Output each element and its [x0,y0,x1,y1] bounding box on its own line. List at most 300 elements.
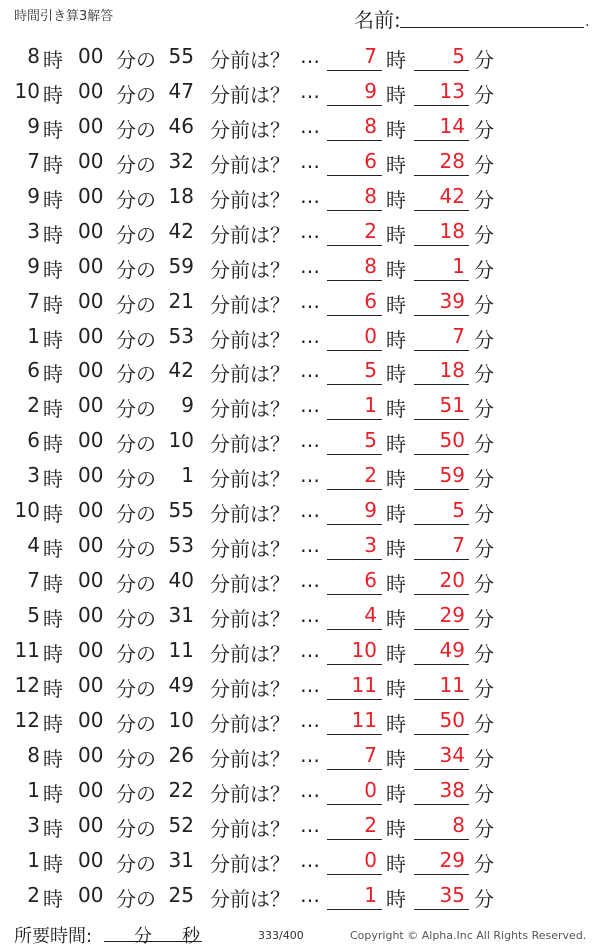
name-label: 名前: [354,8,401,32]
zero-minutes: 00 [78,882,104,907]
answer-minute: 49 [439,637,465,662]
worksheet-title: 時間引き算3解答 [14,9,114,24]
problem-row [0,249,600,284]
hour-label: 時 [43,257,63,282]
zero-minutes: 00 [78,113,104,138]
hour-label: 時 [43,746,63,771]
answer-minute-label: 分 [474,257,494,282]
ellipsis: … [300,672,320,697]
answer-hour: 2 [364,463,377,488]
answer-minute: 34 [439,742,465,767]
answer-minute: 18 [439,358,465,383]
answer-minute-line[interactable] [414,210,469,211]
answer-hour-line[interactable] [327,105,382,106]
minutes-before-question: 分前は？ [210,397,290,422]
answer-hour-line[interactable] [327,559,382,560]
answer-hour-line[interactable] [327,140,382,141]
problem-row [0,74,600,109]
answer-minute-line[interactable] [414,594,469,595]
answer-hour-line[interactable] [327,804,382,805]
minutes-before-question: 分前は？ [210,117,290,142]
answer-minute-label: 分 [474,781,494,806]
answer-minute-line[interactable] [414,350,469,351]
problem-row [0,808,600,843]
ellipsis: … [300,568,320,593]
answer-minute-line[interactable] [414,909,469,910]
answer-minute: 38 [439,777,465,802]
problem-row [0,878,600,913]
hour-label: 時 [43,886,63,911]
minutes-before: 47 [168,78,194,103]
answer-minute: 39 [439,288,465,313]
elapsed-minutes-unit: 分 [134,926,152,947]
name-field-line[interactable] [400,27,584,28]
zero-minutes: 00 [78,428,104,453]
ellipsis: … [300,498,320,523]
minutes-before-question: 分前は？ [210,187,290,212]
answer-minute: 28 [439,148,465,173]
answer-hour: 6 [364,148,377,173]
answer-minute: 35 [439,882,465,907]
hour-label: 時 [43,362,63,387]
answer-minute-label: 分 [474,502,494,527]
zero-minutes: 00 [78,463,104,488]
start-hour: 9 [27,253,40,278]
minutes-before: 18 [168,183,194,208]
zero-minutes: 00 [78,533,104,558]
ellipsis: … [300,393,320,418]
hour-label: 時 [43,502,63,527]
answer-hour: 8 [364,183,377,208]
ellipsis: … [300,847,320,872]
zero-minutes: 00 [78,288,104,313]
minutes-of-label: 分の [116,467,156,492]
answer-minute-line[interactable] [414,699,469,700]
answer-hour-line[interactable] [327,210,382,211]
answer-minute: 1 [452,253,465,278]
answer-minute-label: 分 [474,222,494,247]
answer-hour-line[interactable] [327,594,382,595]
minutes-before: 55 [168,498,194,523]
ellipsis: … [300,78,320,103]
answer-minute-line[interactable] [414,280,469,281]
problem-row [0,633,600,668]
answer-minute: 7 [452,323,465,348]
answer-hour-line[interactable] [327,245,382,246]
answer-hour-line[interactable] [327,874,382,875]
hour-label: 時 [43,82,63,107]
elapsed-seconds-unit: 秒 [182,926,200,947]
problem-row [0,144,600,179]
answer-hour-line[interactable] [327,315,382,316]
answer-minute-line[interactable] [414,70,469,71]
minutes-before: 46 [168,113,194,138]
hour-label: 時 [43,641,63,666]
minutes-of-label: 分の [116,572,156,597]
minutes-before-question: 分前は？ [210,641,290,666]
zero-minutes: 00 [78,253,104,278]
answer-hour: 6 [364,288,377,313]
answer-minute: 8 [452,812,465,837]
start-hour: 10 [14,78,40,103]
minutes-of-label: 分の [116,711,156,736]
answer-hour-label: 時 [386,327,406,352]
answer-minute-line[interactable] [414,664,469,665]
hour-label: 時 [43,781,63,806]
minutes-before: 31 [168,603,194,627]
answer-hour-line[interactable] [327,769,382,770]
problem-row [0,458,600,493]
minutes-before-question: 分前は？ [210,222,290,247]
start-hour: 6 [27,428,40,453]
hour-label: 時 [43,292,63,317]
minutes-before: 53 [168,533,194,558]
ellipsis: … [300,637,320,662]
answer-hour-line[interactable] [327,489,382,490]
problem-row [0,528,600,563]
start-hour: 8 [27,44,40,68]
ellipsis: … [300,218,320,243]
answer-minute-label: 分 [474,152,494,177]
ellipsis: … [300,603,320,627]
answer-hour-line[interactable] [327,909,382,910]
answer-hour-label: 時 [386,257,406,282]
answer-hour: 0 [364,777,377,802]
problem-list [0,39,600,912]
minutes-before-question: 分前は？ [210,711,290,736]
problem-row [0,563,600,598]
answer-minute: 5 [452,498,465,523]
zero-minutes: 00 [78,148,104,173]
minutes-of-label: 分の [116,502,156,527]
zero-minutes: 00 [78,637,104,662]
hour-label: 時 [43,816,63,841]
hour-label: 時 [43,537,63,562]
start-hour: 7 [27,148,40,173]
minutes-of-label: 分の [116,222,156,247]
answer-hour: 9 [364,498,377,523]
copyright: Copyright © Alpha.Inc All Rights Reserved. [350,929,587,942]
answer-minute: 29 [439,603,465,627]
answer-minute-line[interactable] [414,839,469,840]
answer-hour: 0 [364,323,377,348]
start-hour: 12 [14,707,40,732]
ellipsis: … [300,742,320,767]
minutes-before-question: 分前は？ [210,502,290,527]
zero-minutes: 00 [78,742,104,767]
elapsed-time-label: 所要時間: [14,926,93,947]
answer-minute-label: 分 [474,607,494,631]
answer-hour-label: 時 [386,537,406,562]
name-end-dot: . [585,14,590,30]
answer-minute-label: 分 [474,82,494,107]
problem-row [0,284,600,319]
minutes-before-question: 分前は？ [210,607,290,631]
minutes-of-label: 分の [116,851,156,876]
ellipsis: … [300,533,320,558]
answer-hour-label: 時 [386,117,406,142]
answer-minute-label: 分 [474,572,494,597]
answer-minute-line[interactable] [414,454,469,455]
answer-hour-label: 時 [386,222,406,247]
answer-minute: 14 [439,113,465,138]
start-hour: 7 [27,288,40,313]
ellipsis: … [300,812,320,837]
start-hour: 12 [14,672,40,697]
problem-row [0,39,600,74]
answer-hour: 3 [364,533,377,558]
ellipsis: … [300,288,320,313]
problem-row [0,843,600,878]
minutes-of-label: 分の [116,117,156,142]
minutes-before: 1 [181,463,194,488]
answer-minute: 50 [439,428,465,453]
answer-minute-label: 分 [474,432,494,457]
answer-minute-line[interactable] [414,384,469,385]
answer-minute-label: 分 [474,397,494,422]
answer-minute-label: 分 [474,117,494,142]
answer-minute-line[interactable] [414,769,469,770]
minutes-before: 11 [168,637,194,662]
hour-label: 時 [43,48,63,72]
answer-hour-label: 時 [386,48,406,72]
minutes-before-question: 分前は？ [210,152,290,177]
problem-row [0,598,600,633]
answer-hour-label: 時 [386,292,406,317]
minutes-before-question: 分前は？ [210,362,290,387]
ellipsis: … [300,707,320,732]
minutes-before: 32 [168,148,194,173]
answer-minute-line[interactable] [414,419,469,420]
hour-label: 時 [43,187,63,212]
answer-minute-label: 分 [474,641,494,666]
answer-hour-line[interactable] [327,280,382,281]
start-hour: 2 [27,882,40,907]
answer-minute-label: 分 [474,886,494,911]
minutes-before-question: 分前は？ [210,257,290,282]
answer-hour-line[interactable] [327,70,382,71]
hour-label: 時 [43,572,63,597]
minutes-before-question: 分前は？ [210,292,290,317]
answer-hour: 7 [364,742,377,767]
zero-minutes: 00 [78,358,104,383]
minutes-before: 53 [168,323,194,348]
minutes-of-label: 分の [116,362,156,387]
start-hour: 8 [27,742,40,767]
start-hour: 3 [27,218,40,243]
minutes-before: 25 [168,882,194,907]
minutes-before: 9 [181,393,194,418]
minutes-before-question: 分前は？ [210,851,290,876]
start-hour: 9 [27,183,40,208]
answer-hour-label: 時 [386,467,406,492]
answer-minute: 20 [439,568,465,593]
answer-hour: 9 [364,78,377,103]
answer-minute-label: 分 [474,537,494,562]
minutes-before-question: 分前は？ [210,781,290,806]
hour-label: 時 [43,467,63,492]
zero-minutes: 00 [78,78,104,103]
start-hour: 5 [27,603,40,627]
answer-minute-line[interactable] [414,175,469,176]
answer-minute-line[interactable] [414,524,469,525]
problem-row [0,493,600,528]
answer-hour: 0 [364,847,377,872]
answer-minute-label: 分 [474,711,494,736]
answer-minute-label: 分 [474,851,494,876]
hour-label: 時 [43,397,63,422]
minutes-before-question: 分前は？ [210,886,290,911]
answer-hour-line[interactable] [327,524,382,525]
answer-hour-line[interactable] [327,699,382,700]
minutes-of-label: 分の [116,292,156,317]
answer-hour: 1 [364,882,377,907]
answer-hour-label: 時 [386,82,406,107]
hour-label: 時 [43,432,63,457]
minutes-before-question: 分前は？ [210,467,290,492]
answer-hour: 2 [364,218,377,243]
answer-minute-line[interactable] [414,489,469,490]
ellipsis: … [300,323,320,348]
answer-minute-line[interactable] [414,734,469,735]
hour-label: 時 [43,117,63,142]
answer-minute-label: 分 [474,467,494,492]
minutes-before-question: 分前は？ [210,676,290,701]
answer-hour-label: 時 [386,362,406,387]
hour-label: 時 [43,327,63,352]
answer-hour-line[interactable] [327,175,382,176]
answer-hour: 4 [364,603,377,627]
answer-minute-line[interactable] [414,559,469,560]
hour-label: 時 [43,676,63,701]
minutes-before: 40 [168,568,194,593]
ellipsis: … [300,148,320,173]
answer-minute: 5 [452,44,465,68]
zero-minutes: 00 [78,218,104,243]
answer-hour-line[interactable] [327,734,382,735]
answer-hour-label: 時 [386,607,406,631]
zero-minutes: 00 [78,847,104,872]
problem-row [0,353,600,388]
zero-minutes: 00 [78,183,104,208]
hour-label: 時 [43,222,63,247]
answer-minute-label: 分 [474,327,494,352]
problem-row [0,423,600,458]
answer-minute-line[interactable] [414,315,469,316]
answer-hour-label: 時 [386,781,406,806]
answer-hour-label: 時 [386,432,406,457]
answer-hour-line[interactable] [327,384,382,385]
problem-row [0,388,600,423]
answer-hour: 6 [364,568,377,593]
answer-hour-line[interactable] [327,419,382,420]
answer-minute: 51 [439,393,465,418]
problem-row [0,773,600,808]
answer-minute: 7 [452,533,465,558]
minutes-before: 59 [168,253,194,278]
minutes-of-label: 分の [116,886,156,911]
start-hour: 7 [27,568,40,593]
minutes-before-question: 分前は？ [210,572,290,597]
page-number: 333/400 [258,929,304,942]
start-hour: 1 [27,777,40,802]
answer-hour: 10 [351,637,377,662]
ellipsis: … [300,358,320,383]
start-hour: 2 [27,393,40,418]
answer-minute-line[interactable] [414,874,469,875]
minutes-before: 49 [168,672,194,697]
answer-minute-label: 分 [474,676,494,701]
minutes-of-label: 分の [116,537,156,562]
ellipsis: … [300,777,320,802]
ellipsis: … [300,463,320,488]
ellipsis: … [300,882,320,907]
answer-hour: 5 [364,358,377,383]
ellipsis: … [300,428,320,453]
problem-row [0,738,600,773]
answer-hour-label: 時 [386,397,406,422]
minutes-of-label: 分の [116,187,156,212]
answer-minute: 59 [439,463,465,488]
minutes-before-question: 分前は？ [210,746,290,771]
answer-hour-line[interactable] [327,454,382,455]
answer-hour-label: 時 [386,676,406,701]
answer-minute: 50 [439,707,465,732]
minutes-of-label: 分の [116,257,156,282]
minutes-before-question: 分前は？ [210,48,290,72]
answer-hour-label: 時 [386,886,406,911]
answer-hour-line[interactable] [327,629,382,630]
minutes-before: 52 [168,812,194,837]
answer-minute-line[interactable] [414,105,469,106]
minutes-before-question: 分前は？ [210,82,290,107]
answer-hour: 8 [364,113,377,138]
answer-minute-line[interactable] [414,804,469,805]
ellipsis: … [300,44,320,68]
start-hour: 11 [14,637,40,662]
answer-hour-label: 時 [386,187,406,212]
answer-minute-line[interactable] [414,245,469,246]
answer-minute-line[interactable] [414,629,469,630]
minutes-of-label: 分の [116,152,156,177]
answer-hour: 5 [364,428,377,453]
minutes-before: 10 [168,707,194,732]
start-hour: 3 [27,463,40,488]
answer-hour-line[interactable] [327,664,382,665]
ellipsis: … [300,183,320,208]
minutes-of-label: 分の [116,48,156,72]
minutes-of-label: 分の [116,82,156,107]
minutes-before: 55 [168,44,194,68]
answer-hour-line[interactable] [327,839,382,840]
answer-hour-label: 時 [386,152,406,177]
zero-minutes: 00 [78,672,104,697]
start-hour: 4 [27,533,40,558]
start-hour: 1 [27,323,40,348]
answer-hour-line[interactable] [327,350,382,351]
answer-minute-line[interactable] [414,140,469,141]
minutes-before-question: 分前は？ [210,432,290,457]
answer-hour-label: 時 [386,641,406,666]
minutes-of-label: 分の [116,327,156,352]
answer-minute-label: 分 [474,292,494,317]
minutes-of-label: 分の [116,607,156,631]
minutes-of-label: 分の [116,641,156,666]
minutes-of-label: 分の [116,781,156,806]
zero-minutes: 00 [78,568,104,593]
minutes-before-question: 分前は？ [210,537,290,562]
zero-minutes: 00 [78,393,104,418]
